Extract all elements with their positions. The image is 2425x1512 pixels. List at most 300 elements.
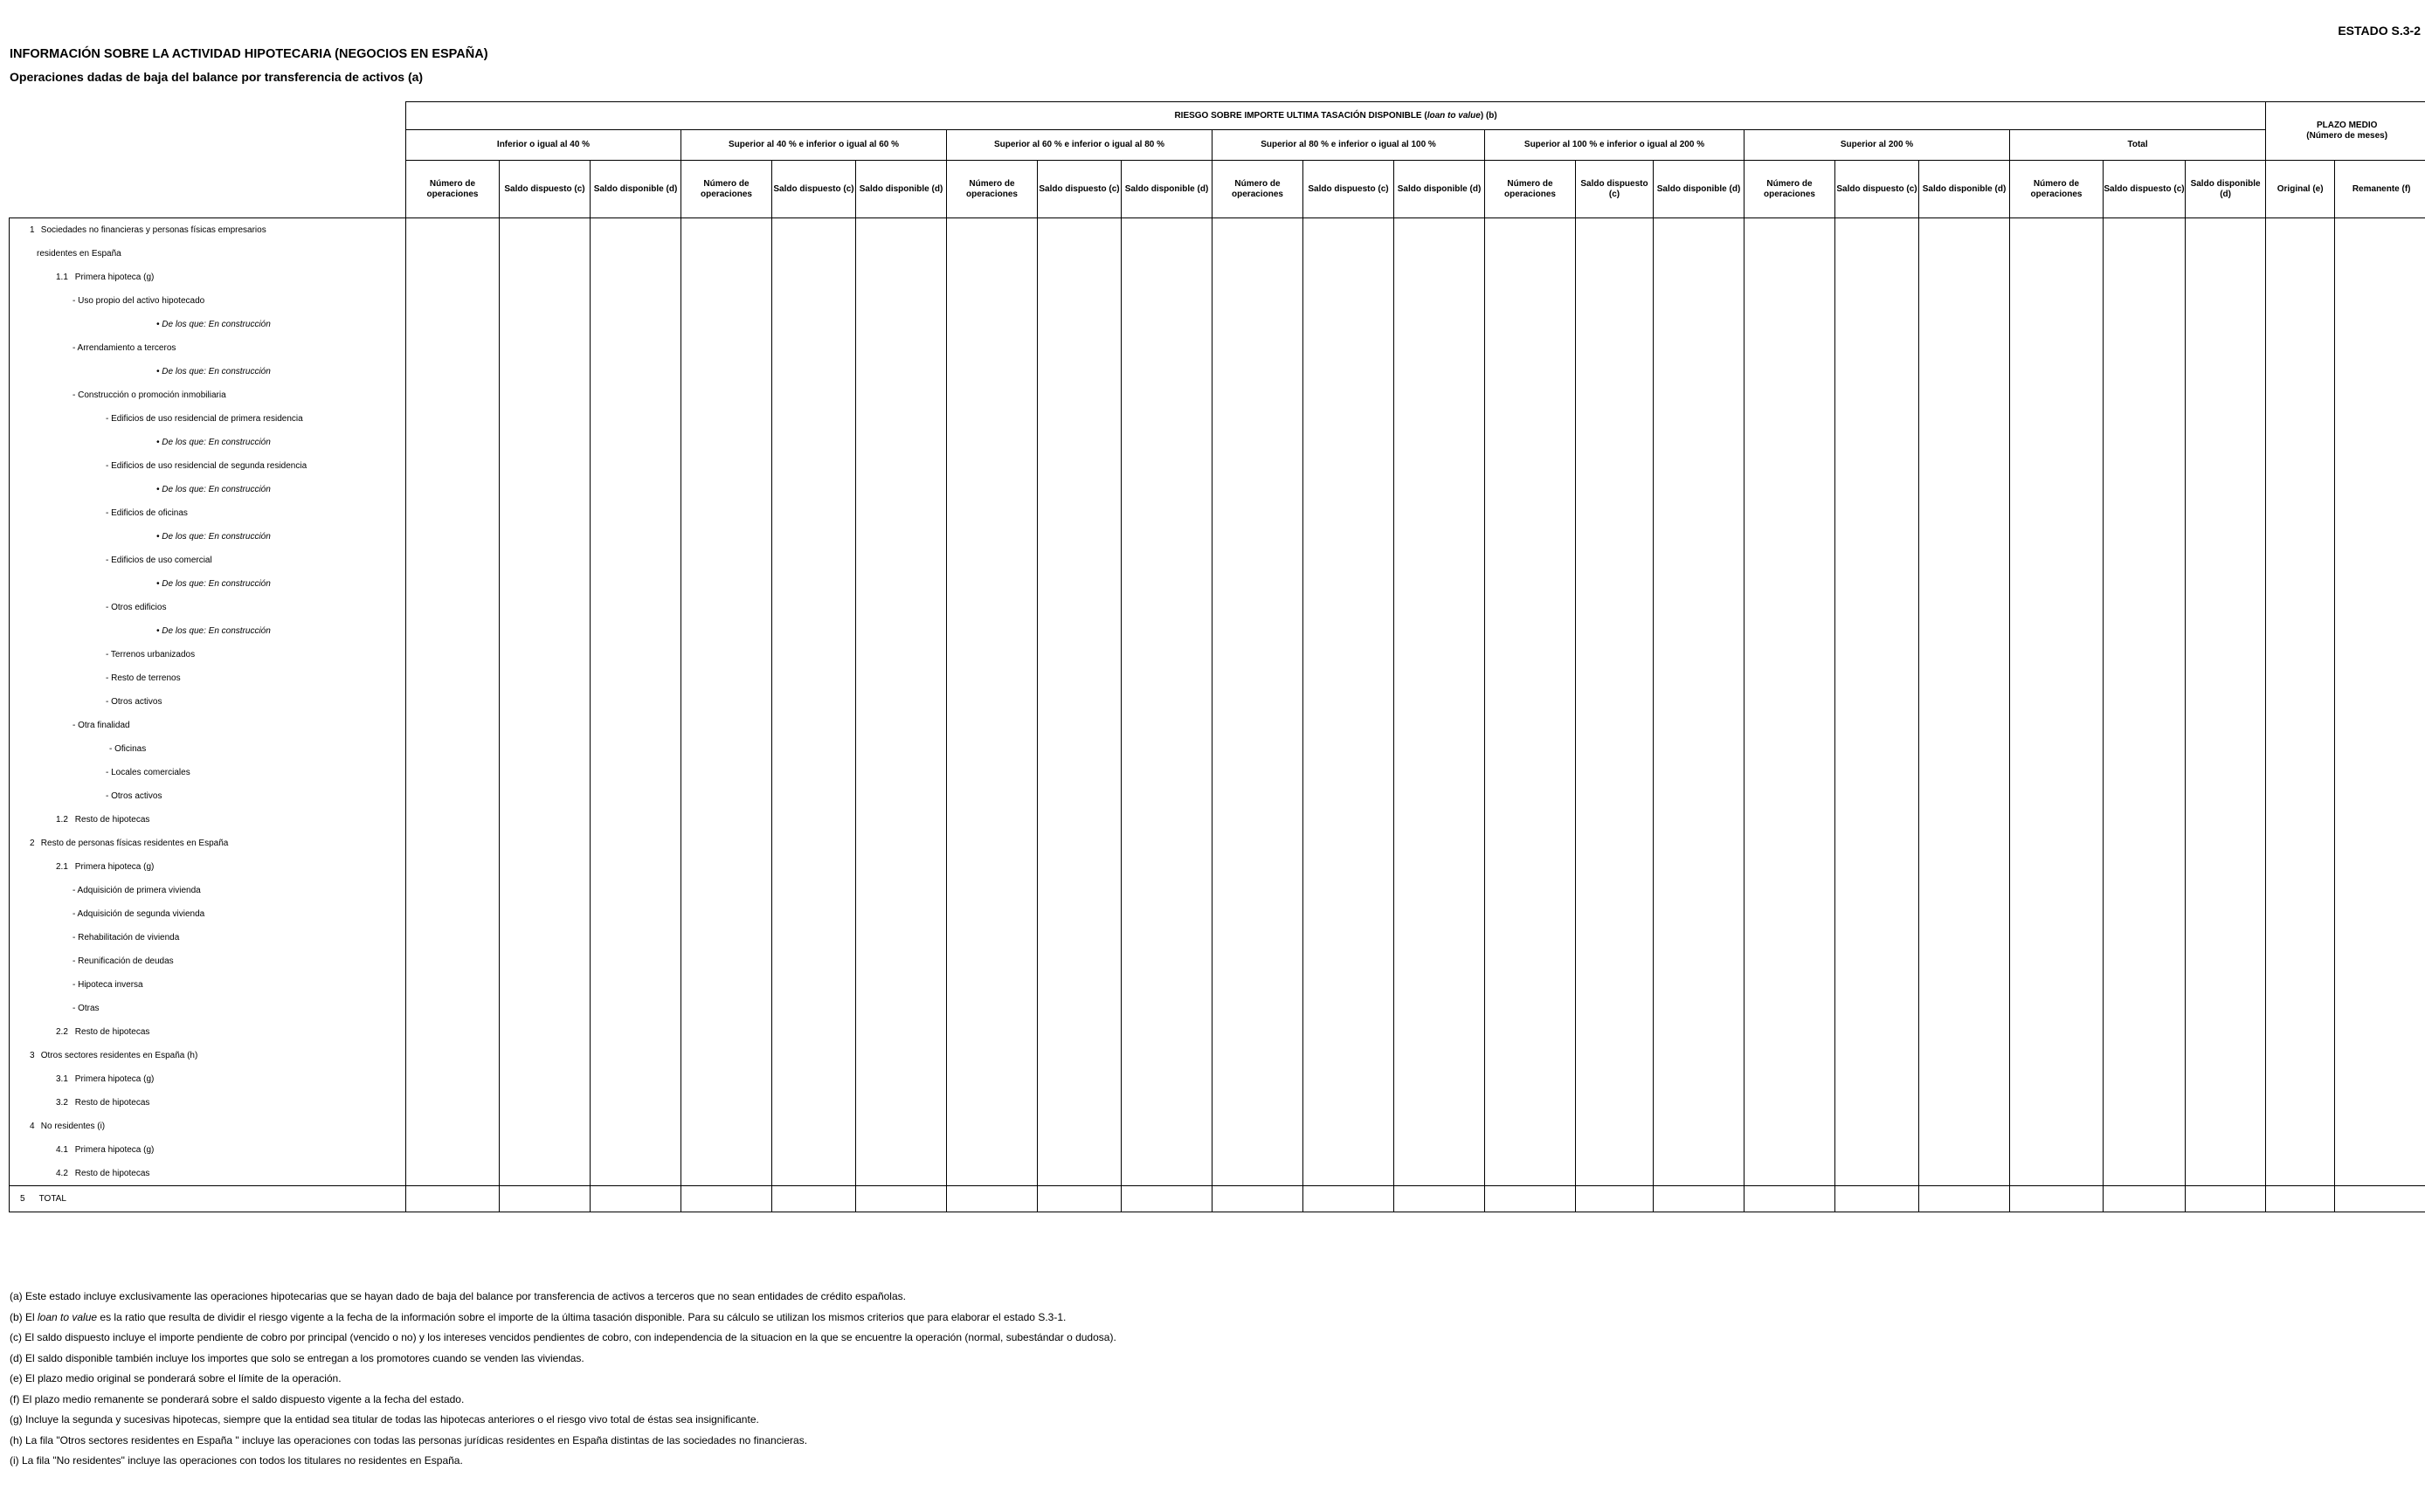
data-cell[interactable] [1394,501,1485,525]
data-cell[interactable] [406,808,500,832]
data-cell[interactable] [2010,997,2104,1020]
data-cell[interactable] [772,383,856,407]
data-cell[interactable] [500,1162,591,1186]
data-cell[interactable] [1122,360,1212,383]
data-cell[interactable] [1303,808,1394,832]
data-cell[interactable] [2186,997,2266,1020]
data-cell[interactable] [500,666,591,690]
data-cell[interactable] [1038,761,1122,784]
data-cell[interactable] [681,289,772,313]
data-cell[interactable] [947,1020,1038,1044]
data-cell[interactable] [1576,666,1654,690]
data-cell[interactable] [1122,431,1212,454]
data-cell[interactable] [1122,218,1212,243]
data-cell[interactable] [2104,478,2186,501]
data-cell[interactable] [1122,1115,1212,1138]
data-cell[interactable] [1303,902,1394,926]
total-cell[interactable] [1919,1186,2010,1212]
data-cell[interactable] [681,855,772,879]
data-cell[interactable] [1303,714,1394,737]
data-cell[interactable] [2104,360,2186,383]
data-cell[interactable] [1576,808,1654,832]
data-cell[interactable] [1394,525,1485,549]
data-cell[interactable] [1303,266,1394,289]
data-cell[interactable] [1038,289,1122,313]
data-cell[interactable] [2335,808,2425,832]
data-cell[interactable] [1212,242,1303,266]
data-cell[interactable] [1919,879,2010,902]
data-cell[interactable] [2335,454,2425,478]
data-cell[interactable] [1038,1020,1122,1044]
data-cell[interactable] [406,383,500,407]
data-cell[interactable] [591,855,681,879]
data-cell[interactable] [2104,1020,2186,1044]
data-cell[interactable] [406,478,500,501]
data-cell[interactable] [856,313,947,336]
data-cell[interactable] [1394,218,1485,243]
data-cell[interactable] [856,549,947,572]
data-cell[interactable] [1485,431,1576,454]
data-cell[interactable] [1919,832,2010,855]
data-cell[interactable] [2010,666,2104,690]
data-cell[interactable] [772,218,856,243]
data-cell[interactable] [2186,1091,2266,1115]
data-cell[interactable] [1394,949,1485,973]
data-cell[interactable] [406,1138,500,1162]
data-cell[interactable] [1303,1138,1394,1162]
data-cell[interactable] [1576,596,1654,619]
data-cell[interactable] [2010,855,2104,879]
data-cell[interactable] [1744,360,1835,383]
data-cell[interactable] [1576,383,1654,407]
data-cell[interactable] [772,737,856,761]
data-cell[interactable] [2186,879,2266,902]
data-cell[interactable] [681,666,772,690]
data-cell[interactable] [772,478,856,501]
data-cell[interactable] [1576,1091,1654,1115]
data-cell[interactable] [2266,407,2335,431]
data-cell[interactable] [1212,808,1303,832]
data-cell[interactable] [2186,926,2266,949]
data-cell[interactable] [2010,619,2104,643]
data-cell[interactable] [406,714,500,737]
data-cell[interactable] [406,1020,500,1044]
data-cell[interactable] [1835,619,1919,643]
data-cell[interactable] [591,501,681,525]
data-cell[interactable] [1835,478,1919,501]
data-cell[interactable] [1212,1067,1303,1091]
data-cell[interactable] [1744,383,1835,407]
data-cell[interactable] [681,737,772,761]
data-cell[interactable] [1744,808,1835,832]
data-cell[interactable] [591,1044,681,1067]
data-cell[interactable] [2104,1067,2186,1091]
data-cell[interactable] [2010,266,2104,289]
data-cell[interactable] [1654,1020,1744,1044]
data-cell[interactable] [2104,926,2186,949]
data-cell[interactable] [772,902,856,926]
total-cell[interactable] [856,1186,947,1212]
data-cell[interactable] [2186,808,2266,832]
data-cell[interactable] [1485,949,1576,973]
data-cell[interactable] [1835,1091,1919,1115]
data-cell[interactable] [1303,336,1394,360]
data-cell[interactable] [2186,596,2266,619]
data-cell[interactable] [2335,525,2425,549]
data-cell[interactable] [1303,289,1394,313]
data-cell[interactable] [1744,619,1835,643]
data-cell[interactable] [1485,973,1576,997]
data-cell[interactable] [1654,383,1744,407]
data-cell[interactable] [1212,549,1303,572]
data-cell[interactable] [1654,313,1744,336]
data-cell[interactable] [856,1067,947,1091]
data-cell[interactable] [947,690,1038,714]
data-cell[interactable] [2335,1067,2425,1091]
data-cell[interactable] [500,336,591,360]
data-cell[interactable] [591,454,681,478]
data-cell[interactable] [856,808,947,832]
data-cell[interactable] [406,949,500,973]
data-cell[interactable] [406,1115,500,1138]
data-cell[interactable] [591,289,681,313]
data-cell[interactable] [2266,1044,2335,1067]
data-cell[interactable] [500,1138,591,1162]
data-cell[interactable] [1835,1067,1919,1091]
data-cell[interactable] [2266,549,2335,572]
total-cell[interactable] [1394,1186,1485,1212]
data-cell[interactable] [1919,737,2010,761]
data-cell[interactable] [1394,549,1485,572]
data-cell[interactable] [1654,737,1744,761]
data-cell[interactable] [772,596,856,619]
data-cell[interactable] [1038,525,1122,549]
data-cell[interactable] [1744,643,1835,666]
data-cell[interactable] [1394,1020,1485,1044]
data-cell[interactable] [1038,454,1122,478]
data-cell[interactable] [1212,619,1303,643]
data-cell[interactable] [500,1067,591,1091]
data-cell[interactable] [1744,572,1835,596]
data-cell[interactable] [2335,1091,2425,1115]
data-cell[interactable] [1576,855,1654,879]
data-cell[interactable] [856,714,947,737]
data-cell[interactable] [1394,242,1485,266]
data-cell[interactable] [406,1044,500,1067]
data-cell[interactable] [1122,973,1212,997]
data-cell[interactable] [406,761,500,784]
data-cell[interactable] [2335,761,2425,784]
data-cell[interactable] [1654,289,1744,313]
data-cell[interactable] [500,360,591,383]
data-cell[interactable] [406,596,500,619]
data-cell[interactable] [1744,690,1835,714]
data-cell[interactable] [1654,761,1744,784]
data-cell[interactable] [2335,266,2425,289]
data-cell[interactable] [591,266,681,289]
data-cell[interactable] [1835,714,1919,737]
data-cell[interactable] [2266,855,2335,879]
data-cell[interactable] [406,525,500,549]
data-cell[interactable] [2186,1044,2266,1067]
data-cell[interactable] [1654,1162,1744,1186]
data-cell[interactable] [2335,1044,2425,1067]
data-cell[interactable] [1835,761,1919,784]
data-cell[interactable] [1485,666,1576,690]
data-cell[interactable] [2104,737,2186,761]
data-cell[interactable] [856,1162,947,1186]
data-cell[interactable] [2186,266,2266,289]
data-cell[interactable] [681,242,772,266]
data-cell[interactable] [1744,454,1835,478]
data-cell[interactable] [947,454,1038,478]
data-cell[interactable] [681,549,772,572]
data-cell[interactable] [947,761,1038,784]
data-cell[interactable] [2186,761,2266,784]
data-cell[interactable] [2266,808,2335,832]
data-cell[interactable] [1212,643,1303,666]
data-cell[interactable] [500,855,591,879]
data-cell[interactable] [1303,832,1394,855]
data-cell[interactable] [1394,383,1485,407]
data-cell[interactable] [500,266,591,289]
data-cell[interactable] [406,973,500,997]
data-cell[interactable] [1394,784,1485,808]
data-cell[interactable] [406,902,500,926]
data-cell[interactable] [772,313,856,336]
data-cell[interactable] [591,666,681,690]
data-cell[interactable] [1394,1115,1485,1138]
data-cell[interactable] [1744,242,1835,266]
data-cell[interactable] [500,902,591,926]
data-cell[interactable] [1744,549,1835,572]
data-cell[interactable] [947,1138,1038,1162]
data-cell[interactable] [1394,336,1485,360]
data-cell[interactable] [2335,549,2425,572]
data-cell[interactable] [1394,596,1485,619]
data-cell[interactable] [2335,973,2425,997]
data-cell[interactable] [1038,1138,1122,1162]
data-cell[interactable] [1919,289,2010,313]
data-cell[interactable] [2104,1044,2186,1067]
data-cell[interactable] [947,549,1038,572]
data-cell[interactable] [1394,666,1485,690]
data-cell[interactable] [947,997,1038,1020]
data-cell[interactable] [1038,619,1122,643]
data-cell[interactable] [947,879,1038,902]
data-cell[interactable] [2104,949,2186,973]
data-cell[interactable] [2104,784,2186,808]
data-cell[interactable] [1919,1162,2010,1186]
data-cell[interactable] [1212,973,1303,997]
data-cell[interactable] [1122,879,1212,902]
data-cell[interactable] [2104,714,2186,737]
data-cell[interactable] [856,619,947,643]
data-cell[interactable] [2010,289,2104,313]
data-cell[interactable] [1744,478,1835,501]
data-cell[interactable] [947,525,1038,549]
data-cell[interactable] [681,784,772,808]
data-cell[interactable] [1303,949,1394,973]
data-cell[interactable] [1744,1091,1835,1115]
data-cell[interactable] [2266,218,2335,243]
data-cell[interactable] [591,360,681,383]
data-cell[interactable] [1654,879,1744,902]
data-cell[interactable] [1919,1115,2010,1138]
data-cell[interactable] [1394,690,1485,714]
data-cell[interactable] [947,360,1038,383]
data-cell[interactable] [1835,666,1919,690]
data-cell[interactable] [500,737,591,761]
data-cell[interactable] [1038,242,1122,266]
data-cell[interactable] [856,690,947,714]
data-cell[interactable] [406,879,500,902]
data-cell[interactable] [1485,997,1576,1020]
total-cell[interactable] [2104,1186,2186,1212]
data-cell[interactable] [591,1067,681,1091]
data-cell[interactable] [1485,407,1576,431]
data-cell[interactable] [772,997,856,1020]
data-cell[interactable] [591,218,681,243]
data-cell[interactable] [1485,266,1576,289]
data-cell[interactable] [856,1115,947,1138]
data-cell[interactable] [2010,572,2104,596]
data-cell[interactable] [406,360,500,383]
data-cell[interactable] [1122,808,1212,832]
data-cell[interactable] [1212,761,1303,784]
data-cell[interactable] [2266,242,2335,266]
data-cell[interactable] [500,949,591,973]
data-cell[interactable] [681,997,772,1020]
data-cell[interactable] [1122,549,1212,572]
data-cell[interactable] [1919,761,2010,784]
data-cell[interactable] [500,313,591,336]
data-cell[interactable] [2186,619,2266,643]
data-cell[interactable] [591,478,681,501]
data-cell[interactable] [1576,313,1654,336]
data-cell[interactable] [1576,643,1654,666]
data-cell[interactable] [1212,1020,1303,1044]
data-cell[interactable] [1485,360,1576,383]
data-cell[interactable] [947,501,1038,525]
data-cell[interactable] [1919,784,2010,808]
data-cell[interactable] [1038,1162,1122,1186]
data-cell[interactable] [1576,690,1654,714]
data-cell[interactable] [406,454,500,478]
data-cell[interactable] [681,454,772,478]
data-cell[interactable] [1744,973,1835,997]
data-cell[interactable] [856,926,947,949]
data-cell[interactable] [681,431,772,454]
data-cell[interactable] [1744,218,1835,243]
data-cell[interactable] [1919,997,2010,1020]
data-cell[interactable] [1303,549,1394,572]
data-cell[interactable] [2186,431,2266,454]
data-cell[interactable] [1485,336,1576,360]
data-cell[interactable] [2104,383,2186,407]
data-cell[interactable] [591,902,681,926]
data-cell[interactable] [1038,549,1122,572]
data-cell[interactable] [2104,549,2186,572]
data-cell[interactable] [1212,1115,1303,1138]
data-cell[interactable] [2010,407,2104,431]
data-cell[interactable] [772,1067,856,1091]
data-cell[interactable] [1654,1044,1744,1067]
data-cell[interactable] [1919,855,2010,879]
total-cell[interactable] [406,1186,500,1212]
data-cell[interactable] [1122,1091,1212,1115]
data-cell[interactable] [681,949,772,973]
data-cell[interactable] [2010,549,2104,572]
data-cell[interactable] [1835,643,1919,666]
data-cell[interactable] [1744,336,1835,360]
data-cell[interactable] [1919,973,2010,997]
data-cell[interactable] [1303,643,1394,666]
data-cell[interactable] [681,902,772,926]
data-cell[interactable] [2186,855,2266,879]
data-cell[interactable] [2266,643,2335,666]
data-cell[interactable] [1744,1020,1835,1044]
data-cell[interactable] [1835,879,1919,902]
data-cell[interactable] [1744,761,1835,784]
data-cell[interactable] [947,1067,1038,1091]
data-cell[interactable] [1576,997,1654,1020]
data-cell[interactable] [1212,478,1303,501]
data-cell[interactable] [1394,478,1485,501]
data-cell[interactable] [2335,926,2425,949]
data-cell[interactable] [2010,1091,2104,1115]
data-cell[interactable] [591,714,681,737]
data-cell[interactable] [856,1091,947,1115]
data-cell[interactable] [1919,643,2010,666]
data-cell[interactable] [500,1115,591,1138]
data-cell[interactable] [856,1138,947,1162]
data-cell[interactable] [1835,431,1919,454]
data-cell[interactable] [772,855,856,879]
data-cell[interactable] [500,690,591,714]
data-cell[interactable] [1744,266,1835,289]
data-cell[interactable] [1394,808,1485,832]
data-cell[interactable] [1485,926,1576,949]
data-cell[interactable] [1835,1020,1919,1044]
data-cell[interactable] [772,714,856,737]
data-cell[interactable] [2186,1067,2266,1091]
data-cell[interactable] [2266,289,2335,313]
data-cell[interactable] [1576,266,1654,289]
data-cell[interactable] [500,808,591,832]
data-cell[interactable] [1485,289,1576,313]
data-cell[interactable] [2104,525,2186,549]
data-cell[interactable] [2010,596,2104,619]
data-cell[interactable] [1654,997,1744,1020]
data-cell[interactable] [1835,926,1919,949]
data-cell[interactable] [1485,855,1576,879]
data-cell[interactable] [1212,784,1303,808]
data-cell[interactable] [2335,619,2425,643]
data-cell[interactable] [406,431,500,454]
data-cell[interactable] [772,666,856,690]
data-cell[interactable] [1744,855,1835,879]
data-cell[interactable] [1576,761,1654,784]
data-cell[interactable] [1038,266,1122,289]
data-cell[interactable] [1485,1020,1576,1044]
data-cell[interactable] [1038,218,1122,243]
data-cell[interactable] [1303,525,1394,549]
data-cell[interactable] [1485,572,1576,596]
data-cell[interactable] [856,218,947,243]
data-cell[interactable] [1122,336,1212,360]
data-cell[interactable] [1485,383,1576,407]
